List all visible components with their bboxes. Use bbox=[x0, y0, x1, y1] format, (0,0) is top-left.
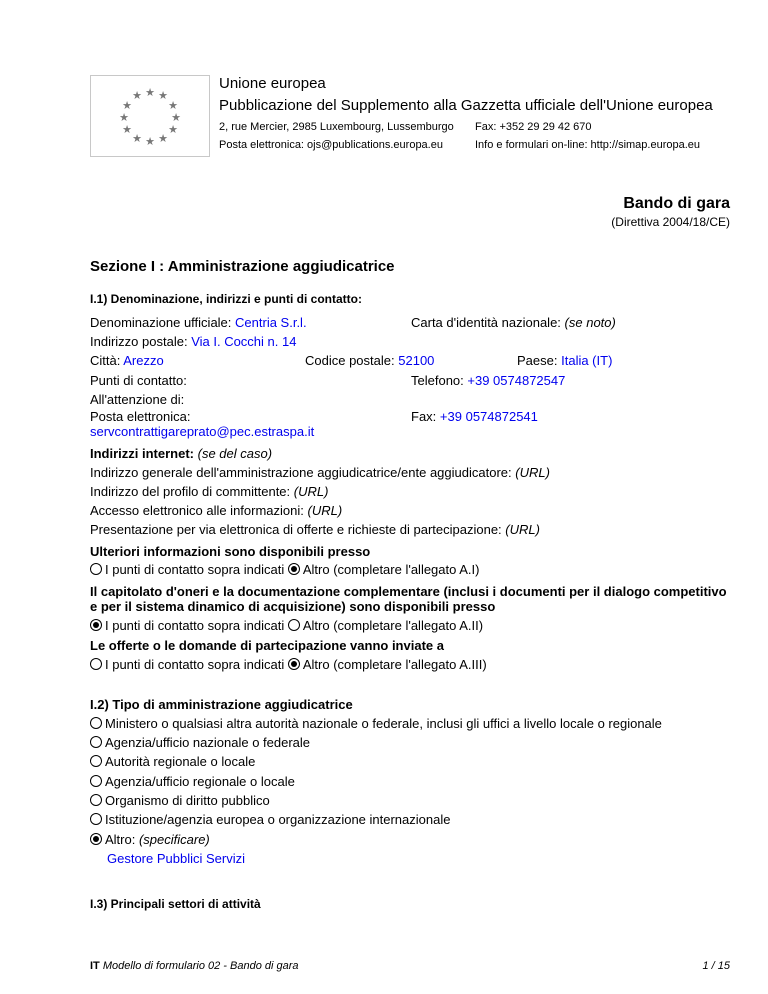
tipo-radio[interactable] bbox=[90, 736, 102, 748]
section-title: Sezione I : Amministrazione aggiudicatrice bbox=[90, 258, 395, 275]
svg-text:★: ★ bbox=[145, 135, 155, 148]
tipo-radio[interactable] bbox=[90, 813, 102, 825]
url4-tag: (URL) bbox=[505, 522, 540, 537]
tipo-label: Organismo di diritto pubblico bbox=[105, 793, 270, 808]
tipo-altro-radio[interactable] bbox=[90, 833, 102, 845]
cap-row bbox=[305, 353, 434, 368]
tipo-option bbox=[90, 812, 450, 827]
tipo-label: Ministero o qualsiasi altra autorità nazionale o federale, inclusi gli uffici a livello locale o regionale bbox=[105, 716, 662, 731]
tipo-label: Agenzia/ufficio nazionale o federale bbox=[105, 735, 311, 750]
footer-form bbox=[90, 960, 299, 972]
offerte-altro-label: Altro (completare l'allegato A.III) bbox=[302, 657, 487, 672]
url1-label: Indirizzo generale dell'amministrazione aggiudicatrice/ente aggiudicatore: bbox=[90, 465, 512, 480]
svg-text:★: ★ bbox=[122, 123, 132, 136]
tipo-option bbox=[90, 754, 255, 769]
svg-text:★: ★ bbox=[122, 99, 132, 112]
cap-value: 52100 bbox=[398, 353, 435, 368]
posta-label: Posta elettronica: bbox=[90, 409, 191, 424]
tipo-radio[interactable] bbox=[90, 775, 102, 787]
telefono-label: Telefono: bbox=[411, 373, 464, 388]
tipo-radio[interactable] bbox=[90, 794, 102, 806]
i1-title: I.1) Denominazione, indirizzi e punti di contatto: bbox=[90, 292, 362, 306]
internet-row bbox=[90, 446, 272, 461]
header-email: Posta elettronica: ojs@publications.europa.eu bbox=[219, 139, 443, 151]
capitolato-options bbox=[90, 618, 483, 633]
indirizzo-row bbox=[90, 334, 296, 349]
url3-tag: (URL) bbox=[307, 503, 343, 518]
capitolato-punti-radio[interactable] bbox=[90, 619, 102, 631]
footer-form-name: Modello di formulario 02 - Bando di gara bbox=[102, 960, 299, 972]
offerte-punti-label: I punti di contatto sopra indicati bbox=[105, 657, 285, 672]
footer-lang: IT bbox=[90, 960, 100, 972]
url-row-3 bbox=[90, 503, 342, 518]
fax-label: Fax: bbox=[411, 409, 437, 424]
tipo-option bbox=[90, 735, 310, 750]
url1-tag: (URL) bbox=[515, 465, 550, 480]
eu-flag-logo bbox=[90, 75, 210, 157]
ulteriori-punti-radio[interactable] bbox=[90, 563, 102, 575]
footer-page: 1 / 15 bbox=[702, 960, 730, 972]
header-fax: Fax: +352 29 29 42 670 bbox=[475, 121, 592, 133]
i2-title: I.2) Tipo di amministrazione aggiudicatrice bbox=[90, 697, 353, 712]
citta-value: Arezzo bbox=[123, 353, 164, 368]
fax-value: +39 0574872541 bbox=[439, 409, 538, 424]
offerte-options bbox=[90, 657, 487, 672]
tipo-label: Autorità regionale o locale bbox=[105, 754, 256, 769]
eu-stars-icon bbox=[91, 76, 209, 156]
denom-label: Denominazione ufficiale: bbox=[90, 315, 232, 330]
ulteriori-altro-radio[interactable] bbox=[288, 563, 300, 575]
capitolato-altro-radio[interactable] bbox=[288, 619, 300, 631]
indirizzo-label: Indirizzo postale: bbox=[90, 334, 188, 349]
url3-label: Accesso elettronico alle informazioni: bbox=[90, 503, 304, 518]
capitolato-title-1: Il capitolato d'oneri e la documentazione complementare (inclusi i documenti per il dialogo competitivo bbox=[90, 584, 727, 599]
svg-text:★: ★ bbox=[132, 89, 142, 102]
tipo-altro-label: Altro: bbox=[105, 832, 136, 847]
fax-row bbox=[411, 409, 538, 424]
ulteriori-options bbox=[90, 562, 479, 577]
tipo-option bbox=[90, 716, 662, 731]
paese-label: Paese: bbox=[517, 353, 558, 368]
offerte-title: Le offerte o le domande di partecipazione vanno inviate a bbox=[90, 638, 444, 653]
url2-label: Indirizzo del profilo di committente: bbox=[90, 484, 291, 499]
doc-title: Bando di gara bbox=[623, 195, 730, 212]
offerte-altro-radio[interactable] bbox=[288, 658, 300, 670]
tipo-label: Agenzia/ufficio regionale o locale bbox=[105, 774, 295, 789]
url-row-2 bbox=[90, 484, 328, 499]
tipo-altro-note: (specificare) bbox=[138, 832, 210, 847]
svg-text:★: ★ bbox=[168, 99, 178, 112]
svg-text:★: ★ bbox=[158, 132, 168, 145]
tipo-radio[interactable] bbox=[90, 755, 102, 767]
attenzione-label: All'attenzione di: bbox=[90, 392, 185, 407]
svg-text:★: ★ bbox=[168, 123, 178, 136]
header-title: Unione europea bbox=[219, 75, 326, 92]
svg-text:★: ★ bbox=[132, 132, 142, 145]
url-row-1 bbox=[90, 465, 550, 480]
punti-label: Punti di contatto: bbox=[90, 373, 187, 388]
ulteriori-punti-label: I punti di contatto sopra indicati bbox=[105, 562, 285, 577]
telefono-row bbox=[411, 373, 565, 388]
url2-tag: (URL) bbox=[293, 484, 329, 499]
capitolato-altro-label: Altro (completare l'allegato A.II) bbox=[302, 618, 484, 633]
header-info-link[interactable]: Info e formulari on-line: http://simap.europa.eu bbox=[475, 139, 701, 151]
tipo-option bbox=[90, 793, 270, 808]
carta-row bbox=[411, 315, 616, 330]
internet-label: Indirizzi internet: bbox=[90, 446, 194, 461]
tipo-option bbox=[90, 774, 295, 789]
svg-text:★: ★ bbox=[119, 111, 129, 124]
url4-label: Presentazione per via elettronica di offerte e richieste di partecipazione: bbox=[90, 522, 502, 537]
posta-value[interactable]: servcontrattigareprato@pec.estraspa.it bbox=[90, 424, 315, 439]
doc-directive: (Direttiva 2004/18/CE) bbox=[611, 215, 730, 229]
svg-text:★: ★ bbox=[171, 111, 181, 124]
tipo-altro-value: Gestore Pubblici Servizi bbox=[107, 851, 245, 866]
header-address: 2, rue Mercier, 2985 Luxembourg, Lussemburgo bbox=[219, 121, 454, 133]
tipo-label: Istituzione/agenzia europea o organizzazione internazionale bbox=[105, 812, 451, 827]
paese-value: Italia (IT) bbox=[561, 353, 613, 368]
cap-label: Codice postale: bbox=[305, 353, 395, 368]
svg-text:★: ★ bbox=[158, 89, 168, 102]
i3-title: I.3) Principali settori di attività bbox=[90, 897, 261, 911]
carta-label: Carta d'identità nazionale: bbox=[411, 315, 561, 330]
url-row-4 bbox=[90, 522, 540, 537]
capitolato-title-2: e per il sistema dinamico di acquisizione) sono disponibili presso bbox=[90, 599, 496, 614]
citta-row bbox=[90, 353, 164, 368]
indirizzo-value: Via I. Cocchi n. 14 bbox=[191, 334, 297, 349]
carta-note: (se noto) bbox=[564, 315, 616, 330]
ulteriori-altro-label: Altro (completare l'allegato A.I) bbox=[302, 562, 480, 577]
telefono-value: +39 0574872547 bbox=[467, 373, 566, 388]
paese-row bbox=[517, 353, 612, 368]
tipo-altro-option bbox=[90, 832, 210, 847]
capitolato-punti-label: I punti di contatto sopra indicati bbox=[105, 618, 285, 633]
svg-text:★: ★ bbox=[145, 86, 155, 99]
tipo-radio[interactable] bbox=[90, 717, 102, 729]
offerte-punti-radio[interactable] bbox=[90, 658, 102, 670]
citta-label: Città: bbox=[90, 353, 121, 368]
denom-row bbox=[90, 315, 307, 330]
header-subtitle: Pubblicazione del Supplemento alla Gazzetta ufficiale dell'Unione europea bbox=[219, 97, 713, 114]
ulteriori-title: Ulteriori informazioni sono disponibili presso bbox=[90, 544, 371, 559]
denom-value: Centria S.r.l. bbox=[235, 315, 307, 330]
internet-note: (se del caso) bbox=[197, 446, 273, 461]
